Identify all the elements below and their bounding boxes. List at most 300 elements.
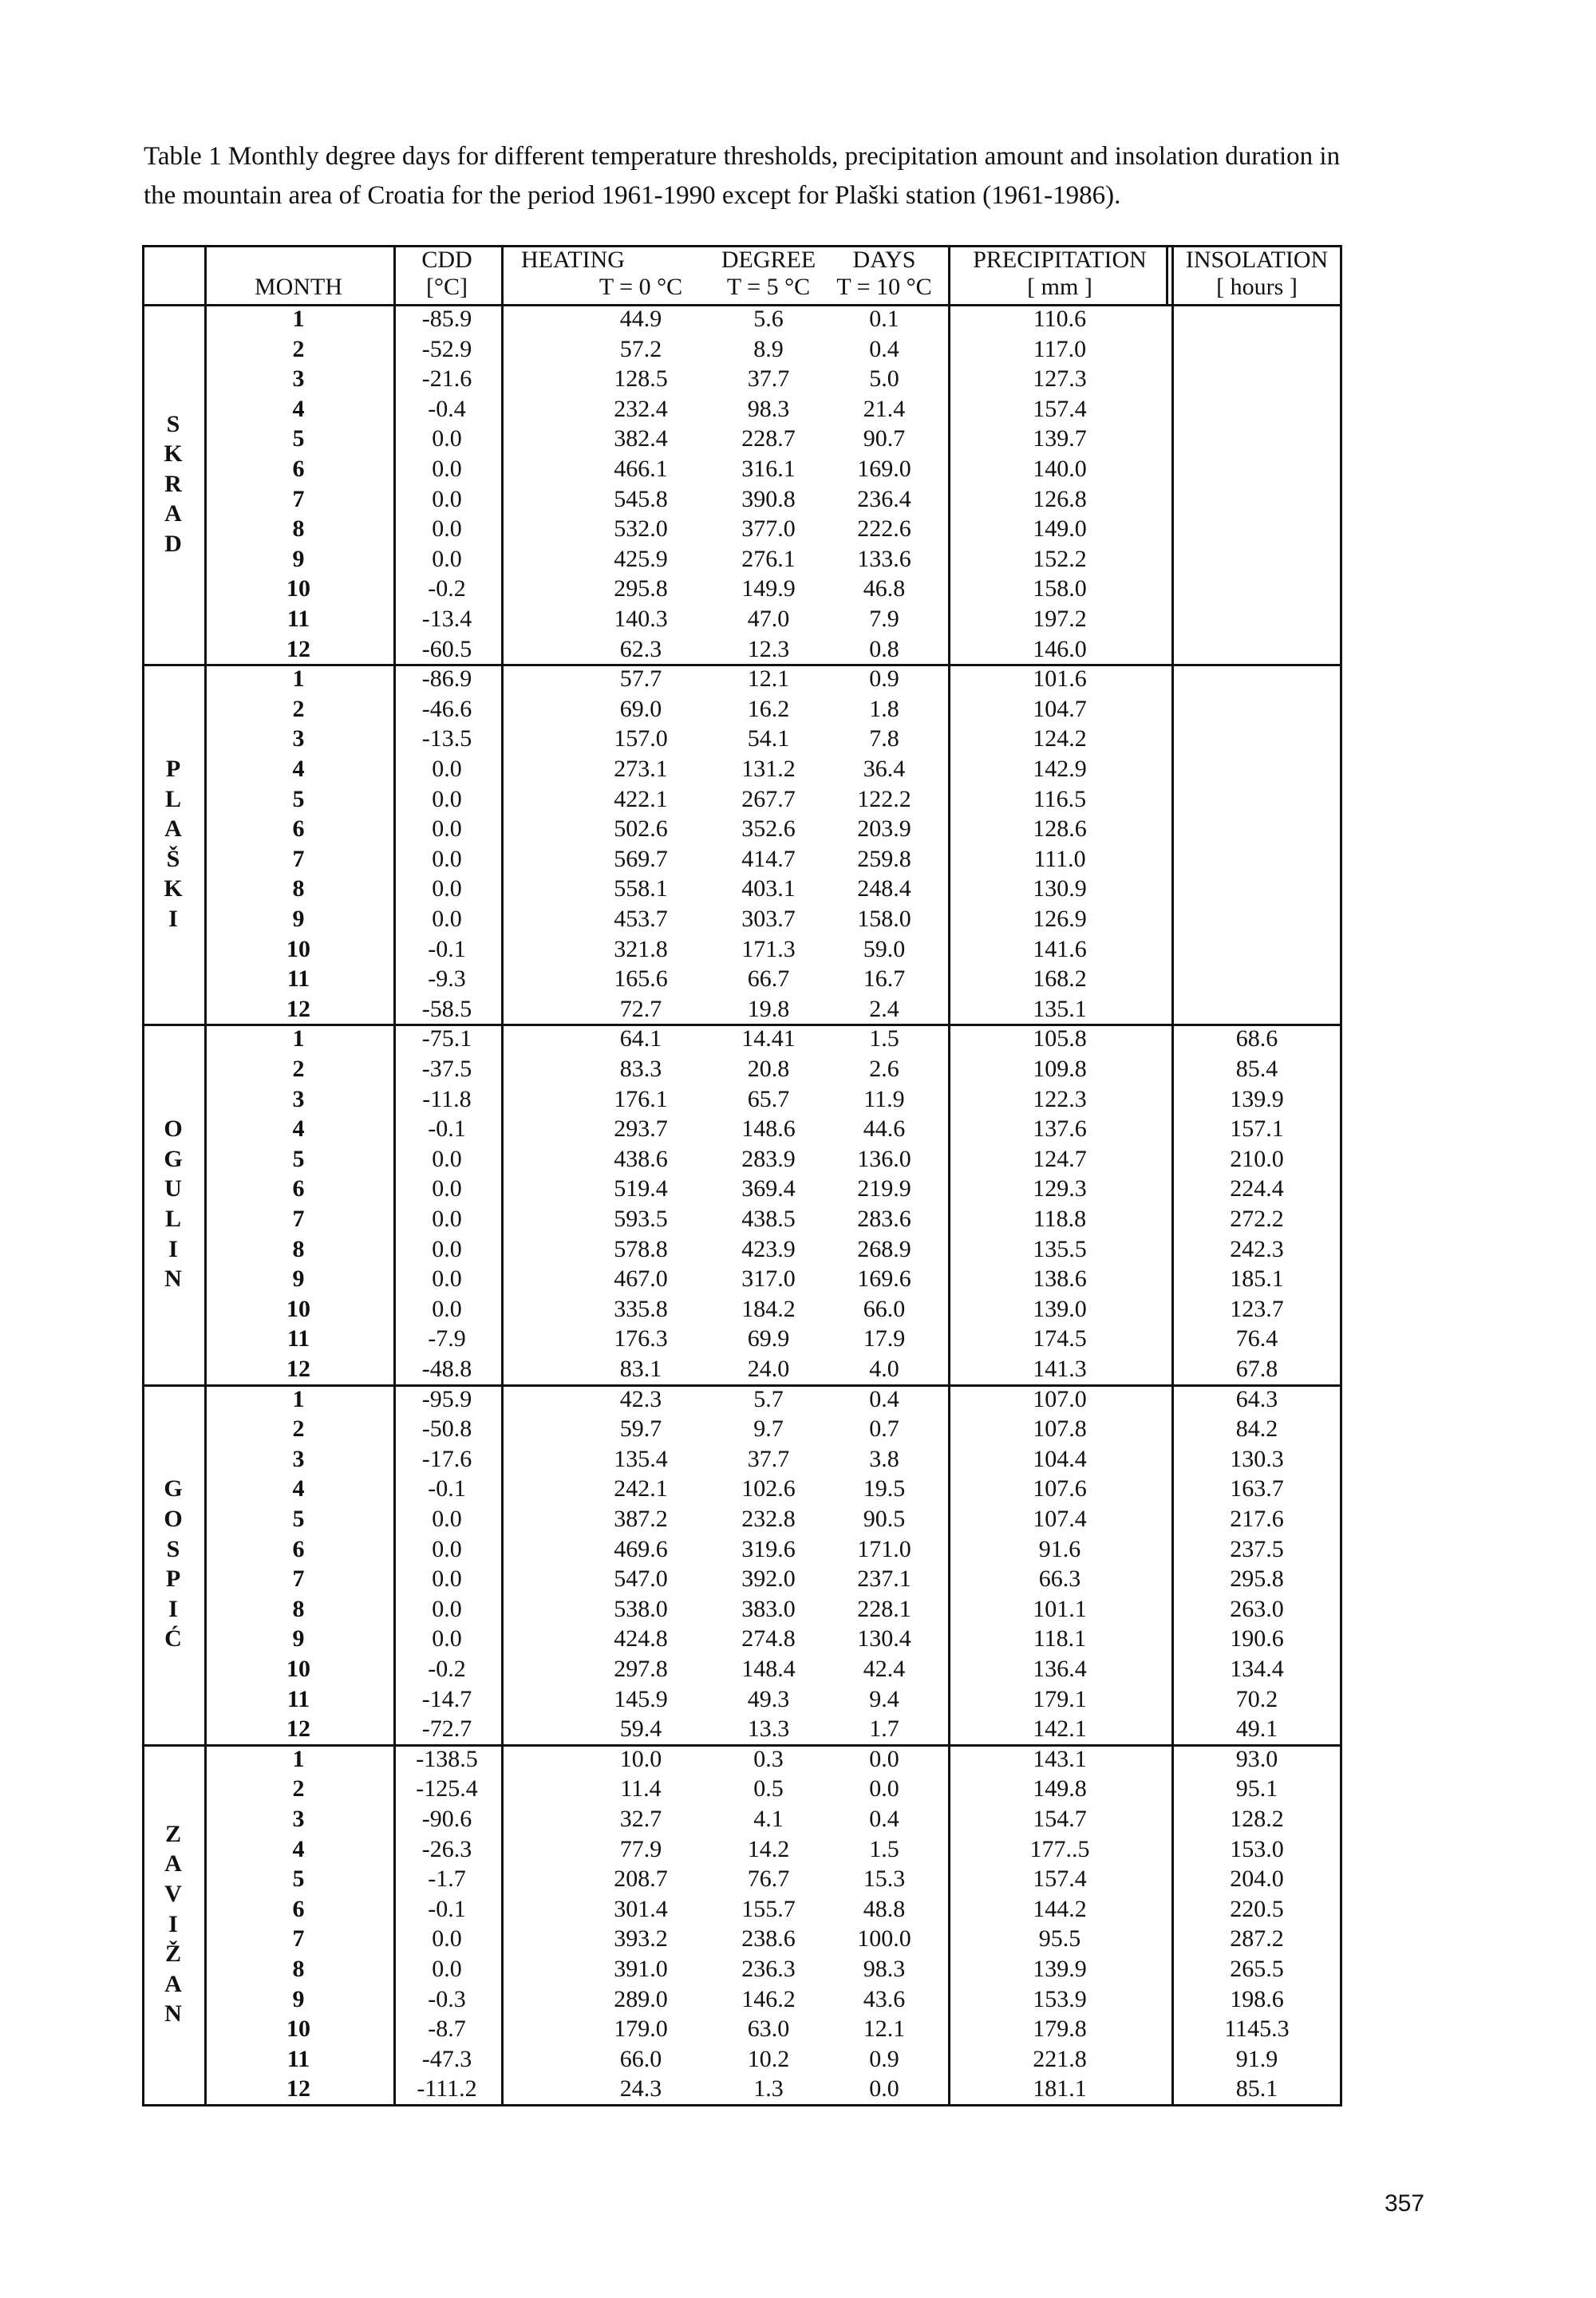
cell-cdd: -21.6: [421, 365, 472, 393]
cell-precip: 104.4: [1033, 1445, 1087, 1472]
cell-month: 4: [292, 756, 305, 782]
cell-t5: 65.7: [747, 1085, 790, 1112]
header-precipitation: PRECIPITATION: [973, 247, 1147, 273]
cell-cdd: -138.5: [416, 1745, 478, 1772]
cell-t0: 83.1: [619, 1356, 662, 1382]
cell-insol: 67.8: [1235, 1356, 1278, 1382]
cell-precip: 153.9: [1033, 1985, 1087, 2012]
cell-precip: 107.8: [1033, 1416, 1087, 1443]
station-letter: S: [166, 410, 180, 437]
cell-t10: 248.4: [857, 875, 911, 902]
cell-cdd: -37.5: [421, 1056, 472, 1082]
cell-t10: 0.0: [869, 2075, 899, 2103]
cell-t10: 42.4: [863, 1656, 906, 1682]
station-letter: A: [164, 1970, 182, 1997]
header-t5: T = 5 °C: [726, 274, 811, 300]
cell-cdd: -86.9: [421, 665, 472, 693]
cell-t10: 0.9: [869, 665, 899, 693]
cell-precip: 149.8: [1033, 1775, 1087, 1802]
cell-t5: 69.9: [747, 1325, 790, 1352]
cell-t0: 62.3: [619, 635, 662, 662]
cell-t10: 2.6: [869, 1056, 899, 1082]
cell-month: 12: [286, 2075, 310, 2103]
cell-t10: 0.0: [869, 1775, 899, 1802]
cell-t0: 135.4: [614, 1445, 668, 1472]
cell-t0: 176.1: [614, 1085, 668, 1112]
station-letter: I: [168, 906, 178, 932]
cell-t0: 382.4: [614, 425, 668, 452]
cell-cdd: -0.2: [428, 1656, 466, 1682]
cell-t10: 0.7: [869, 1416, 899, 1443]
cell-precip: 126.8: [1033, 485, 1087, 512]
cell-t10: 283.6: [857, 1206, 911, 1232]
cell-precip: 143.1: [1033, 1745, 1087, 1772]
cell-precip: 124.2: [1033, 725, 1087, 752]
header-degree: DEGREE: [721, 247, 816, 273]
cell-t10: 100.0: [857, 1925, 911, 1953]
header-cdd: CDD: [421, 247, 472, 273]
cell-t0: 469.6: [614, 1535, 668, 1562]
cell-t5: 24.0: [747, 1356, 790, 1382]
cell-t10: 48.8: [863, 1895, 906, 1922]
cell-t5: 5.6: [753, 306, 784, 332]
cell-month: 12: [286, 995, 310, 1022]
cell-t0: 77.9: [619, 1835, 662, 1862]
cell-t0: 335.8: [614, 1295, 668, 1322]
cell-precip: 158.0: [1033, 575, 1087, 602]
cell-t5: 274.8: [741, 1625, 796, 1652]
cell-month: 3: [292, 1806, 305, 1832]
station-letter: G: [164, 1145, 183, 1172]
cell-t0: 393.2: [614, 1925, 668, 1953]
cell-t5: 267.7: [741, 785, 796, 812]
cell-t5: 131.2: [741, 756, 796, 782]
cell-t10: 44.6: [863, 1115, 906, 1143]
cell-precip: 129.3: [1033, 1175, 1087, 1202]
header-insolation: INSOLATION: [1185, 247, 1329, 273]
cell-t5: 19.8: [747, 995, 790, 1022]
cell-t0: 467.0: [614, 1265, 668, 1293]
cell-t5: 317.0: [741, 1265, 796, 1293]
cell-precip: 177..5: [1029, 1835, 1090, 1862]
cell-cdd: 0.0: [432, 1506, 462, 1532]
cell-month: 9: [292, 1265, 305, 1293]
cell-t5: 13.3: [747, 1716, 790, 1743]
cell-insol: 68.6: [1235, 1025, 1278, 1052]
cell-precip: 110.6: [1033, 306, 1087, 332]
cell-month: 8: [292, 1956, 305, 1982]
cell-cdd: 0.0: [432, 1175, 462, 1202]
cell-t5: 303.7: [741, 906, 796, 932]
cell-precip: 142.9: [1033, 756, 1087, 782]
cell-precip: 107.0: [1033, 1385, 1087, 1412]
cell-precip: 66.3: [1038, 1566, 1081, 1593]
cell-t10: 0.4: [869, 335, 899, 362]
cell-t0: 273.1: [614, 756, 668, 782]
cell-t5: 171.3: [741, 935, 796, 962]
cell-t5: 155.7: [741, 1895, 796, 1922]
cell-t5: 10.2: [747, 2045, 790, 2072]
cell-insol: 185.1: [1230, 1265, 1284, 1293]
cell-month: 7: [292, 1925, 305, 1953]
cell-precip: 128.6: [1033, 815, 1087, 843]
cell-precip: 122.3: [1033, 1085, 1087, 1112]
cell-t0: 538.0: [614, 1595, 668, 1622]
cell-month: 10: [286, 1656, 310, 1682]
cell-t5: 0.5: [753, 1775, 784, 1802]
cell-t5: 228.7: [741, 425, 796, 452]
cell-month: 3: [292, 365, 305, 393]
cell-precip: 111.0: [1033, 845, 1086, 872]
cell-insol: 64.3: [1235, 1385, 1278, 1412]
cell-cdd: -95.9: [421, 1385, 472, 1412]
cell-precip: 154.7: [1033, 1806, 1087, 1832]
cell-t0: 569.7: [614, 845, 668, 872]
cell-t10: 43.6: [863, 1985, 906, 2012]
cell-t10: 236.4: [857, 485, 911, 512]
cell-insol: 128.2: [1230, 1806, 1284, 1832]
cell-t10: 203.9: [857, 815, 911, 843]
cell-t0: 165.6: [614, 965, 668, 993]
cell-cdd: 0.0: [432, 515, 462, 543]
cell-cdd: -72.7: [421, 1716, 472, 1743]
cell-t0: 57.7: [619, 665, 662, 693]
cell-month: 12: [286, 635, 310, 662]
cell-month: 2: [292, 1775, 305, 1802]
cell-cdd: -8.7: [428, 2016, 466, 2043]
station-letter: P: [165, 1566, 181, 1593]
station-rule: [142, 2104, 1342, 2106]
cell-cdd: -1.7: [428, 1866, 466, 1893]
cell-month: 7: [292, 1566, 305, 1593]
cell-month: 8: [292, 875, 305, 902]
cell-precip: 95.5: [1038, 1925, 1081, 1953]
cell-t10: 158.0: [857, 906, 911, 932]
cell-t0: 297.8: [614, 1656, 668, 1682]
cell-precip: 157.4: [1033, 1866, 1087, 1893]
cell-t5: 20.8: [747, 1056, 790, 1082]
cell-t0: 466.1: [614, 456, 668, 482]
cell-cdd: 0.0: [432, 906, 462, 932]
cell-month: 1: [292, 306, 305, 332]
cell-cdd: 0.0: [432, 1595, 462, 1622]
cell-month: 5: [292, 425, 305, 452]
cell-month: 1: [292, 1745, 305, 1772]
cell-cdd: -0.1: [428, 1475, 466, 1502]
cell-precip: 144.2: [1033, 1895, 1087, 1922]
cell-t5: 4.1: [753, 1806, 784, 1832]
cell-insol: 93.0: [1235, 1745, 1278, 1772]
cell-insol: 163.7: [1230, 1475, 1284, 1502]
cell-cdd: -0.1: [428, 935, 466, 962]
cell-t10: 5.0: [869, 365, 899, 393]
cell-insol: 70.2: [1235, 1685, 1278, 1712]
station-letter: I: [168, 1910, 178, 1937]
station-letter: Z: [164, 1820, 181, 1847]
cell-t10: 268.9: [857, 1235, 911, 1262]
cell-t5: 238.6: [741, 1925, 796, 1953]
header-t10: T = 10 °C: [836, 274, 932, 300]
station-letter: I: [168, 1235, 178, 1262]
cell-t5: 37.7: [747, 1445, 790, 1472]
cell-cdd: 0.0: [432, 815, 462, 843]
cell-t5: 9.7: [753, 1416, 784, 1443]
cell-t0: 578.8: [614, 1235, 668, 1262]
cell-precip: 117.0: [1033, 335, 1087, 362]
cell-insol: 153.0: [1230, 1835, 1284, 1862]
cell-t0: 83.3: [619, 1056, 662, 1082]
cell-month: 2: [292, 695, 305, 722]
cell-t0: 59.4: [619, 1716, 662, 1743]
cell-t5: 14.2: [747, 1835, 790, 1862]
cell-t5: 316.1: [741, 456, 796, 482]
cell-month: 9: [292, 1985, 305, 2012]
cell-cdd: 0.0: [432, 1566, 462, 1593]
cell-t10: 259.8: [857, 845, 911, 872]
cell-precip: 149.0: [1033, 515, 1087, 543]
cell-cdd: -48.8: [421, 1356, 472, 1382]
cell-t10: 7.9: [869, 606, 899, 632]
cell-t10: 90.5: [863, 1506, 906, 1532]
cell-cdd: -26.3: [421, 1835, 472, 1862]
cell-t10: 0.4: [869, 1385, 899, 1412]
cell-t0: 232.4: [614, 395, 668, 422]
cell-cdd: -0.2: [428, 575, 466, 602]
cell-month: 10: [286, 1295, 310, 1322]
cell-t10: 0.0: [869, 1745, 899, 1772]
cell-month: 5: [292, 785, 305, 812]
cell-cdd: 0.0: [432, 1265, 462, 1293]
header-heating: HEATING: [521, 247, 625, 273]
cell-insol: 49.1: [1235, 1716, 1278, 1743]
cell-t0: 64.1: [619, 1025, 662, 1052]
cell-cdd: 0.0: [432, 485, 462, 512]
cell-cdd: 0.0: [432, 785, 462, 812]
cell-month: 4: [292, 1835, 305, 1862]
cell-month: 4: [292, 1115, 305, 1143]
cell-insol: 263.0: [1230, 1595, 1284, 1622]
cell-cdd: -0.3: [428, 1985, 466, 2012]
cell-precip: 107.4: [1033, 1506, 1087, 1532]
cell-t5: 148.4: [741, 1656, 796, 1682]
cell-t0: 145.9: [614, 1685, 668, 1712]
cell-t10: 0.9: [869, 2045, 899, 2072]
station-letter: O: [164, 1115, 183, 1143]
cell-cdd: -17.6: [421, 1445, 472, 1472]
cell-t10: 98.3: [863, 1956, 906, 1982]
cell-cdd: -75.1: [421, 1025, 472, 1052]
table-caption: Table 1 Monthly degree days for different temperature thresholds, precipitation amount and insolation duration in the mountain area of Croatia for the period 1961-1990 except for Plaški station (1961-1986).: [144, 142, 1341, 210]
cell-cdd: -47.3: [421, 2045, 472, 2072]
cell-t0: 140.3: [614, 606, 668, 632]
station-letter: N: [164, 1265, 182, 1293]
cell-t0: 69.0: [619, 695, 662, 722]
cell-t5: 54.1: [747, 725, 790, 752]
cell-t0: 157.0: [614, 725, 668, 752]
cell-t10: 15.3: [863, 1866, 906, 1893]
cell-t10: 1.5: [869, 1835, 899, 1862]
cell-precip: 137.6: [1033, 1115, 1087, 1143]
cell-cdd: -50.8: [421, 1416, 472, 1443]
cell-cdd: -7.9: [428, 1325, 466, 1352]
cell-insol: 134.4: [1230, 1656, 1284, 1682]
cell-insol: 242.3: [1230, 1235, 1284, 1262]
cell-precip: 139.7: [1033, 425, 1087, 452]
station-letter: N: [164, 2000, 182, 2028]
cell-t5: 438.5: [741, 1206, 796, 1232]
cell-insol: 265.5: [1230, 1956, 1284, 1982]
cell-t5: 0.3: [753, 1745, 784, 1772]
cell-t5: 377.0: [741, 515, 796, 543]
cell-insol: 295.8: [1230, 1566, 1284, 1593]
cell-t5: 16.2: [747, 695, 790, 722]
cell-month: 5: [292, 1145, 305, 1172]
cell-t10: 0.8: [869, 635, 899, 662]
cell-insol: 84.2: [1235, 1416, 1278, 1443]
cell-t10: 16.7: [863, 965, 906, 993]
cell-t0: 558.1: [614, 875, 668, 902]
cell-t5: 12.1: [747, 665, 790, 693]
cell-month: 7: [292, 1206, 305, 1232]
cell-t5: 47.0: [747, 606, 790, 632]
cell-t5: 232.8: [741, 1506, 796, 1532]
station-letter: A: [164, 815, 182, 843]
station-letter: P: [165, 756, 181, 782]
cell-t0: 321.8: [614, 935, 668, 962]
cell-t0: 179.0: [614, 2016, 668, 2043]
cell-month: 10: [286, 935, 310, 962]
cell-t10: 21.4: [863, 395, 906, 422]
cell-insol: 130.3: [1230, 1445, 1284, 1472]
cell-t0: 295.8: [614, 575, 668, 602]
cell-precip: 136.4: [1033, 1656, 1087, 1682]
cell-cdd: -13.5: [421, 725, 472, 752]
station-letter: S: [166, 1535, 180, 1562]
cell-t10: 1.7: [869, 1716, 899, 1743]
cell-t0: 11.4: [620, 1775, 662, 1802]
cell-cdd: 0.0: [432, 1295, 462, 1322]
station-letter: G: [164, 1475, 183, 1502]
cell-t10: 7.8: [869, 725, 899, 752]
cell-t10: 1.8: [869, 695, 899, 722]
cell-t0: 57.2: [619, 335, 662, 362]
cell-cdd: -0.1: [428, 1895, 466, 1922]
cell-t0: 425.9: [614, 545, 668, 572]
cell-t5: 403.1: [741, 875, 796, 902]
cell-month: 3: [292, 725, 305, 752]
header-t0: T = 0 °C: [598, 274, 683, 300]
cell-precip: 141.3: [1033, 1356, 1087, 1382]
cell-precip: 179.8: [1033, 2016, 1087, 2043]
cell-insol: 210.0: [1230, 1145, 1284, 1172]
cell-month: 11: [286, 2045, 310, 2072]
cell-t10: 222.6: [857, 515, 911, 543]
cell-precip: 126.9: [1033, 906, 1087, 932]
header-precipitation-unit: [ mm ]: [1027, 274, 1092, 300]
cell-cdd: 0.0: [432, 1235, 462, 1262]
cell-cdd: 0.0: [432, 1925, 462, 1953]
cell-t5: 236.3: [741, 1956, 796, 1982]
cell-cdd: 0.0: [432, 425, 462, 452]
cell-t5: 148.6: [741, 1115, 796, 1143]
station-letter: K: [164, 440, 183, 468]
cell-month: 1: [292, 1385, 305, 1412]
cell-cdd: -14.7: [421, 1685, 472, 1712]
cell-t5: 8.9: [753, 335, 784, 362]
cell-precip: 135.5: [1033, 1235, 1087, 1262]
cell-t5: 98.3: [747, 395, 790, 422]
cell-cdd: 0.0: [432, 456, 462, 482]
cell-insol: 95.1: [1235, 1775, 1278, 1802]
cell-insol: 123.7: [1230, 1295, 1284, 1322]
cell-t10: 0.1: [869, 306, 899, 332]
cell-cdd: 0.0: [432, 545, 462, 572]
cell-insol: 204.0: [1230, 1866, 1284, 1893]
cell-t5: 319.6: [741, 1535, 796, 1562]
cell-precip: 105.8: [1033, 1025, 1087, 1052]
cell-cdd: -46.6: [421, 695, 472, 722]
cell-t0: 32.7: [619, 1806, 662, 1832]
cell-month: 11: [286, 606, 310, 632]
cell-cdd: -85.9: [421, 306, 472, 332]
cell-insol: 272.2: [1230, 1206, 1284, 1232]
cell-month: 7: [292, 845, 305, 872]
cell-precip: 118.1: [1033, 1625, 1087, 1652]
cell-precip: 181.1: [1033, 2075, 1087, 2103]
cell-precip: 124.7: [1033, 1145, 1087, 1172]
cell-month: 11: [286, 965, 310, 993]
cell-t10: 36.4: [863, 756, 906, 782]
cell-t0: 519.4: [614, 1175, 668, 1202]
cell-t5: 63.0: [747, 2016, 790, 2043]
column-rule: [1340, 245, 1342, 2106]
station-letter: Ž: [164, 1941, 181, 1968]
cell-month: 3: [292, 1085, 305, 1112]
cell-insol: 91.9: [1235, 2045, 1278, 2072]
column-rule: [1171, 245, 1174, 2106]
cell-t10: 130.4: [857, 1625, 911, 1652]
cell-t0: 593.5: [614, 1206, 668, 1232]
cell-precip: 101.6: [1033, 665, 1087, 693]
cell-precip: 141.6: [1033, 935, 1087, 962]
cell-t0: 10.0: [619, 1745, 662, 1772]
cell-t10: 136.0: [857, 1145, 911, 1172]
cell-precip: 168.2: [1033, 965, 1087, 993]
cell-t5: 283.9: [741, 1145, 796, 1172]
cell-t0: 387.2: [614, 1506, 668, 1532]
station-letter: I: [168, 1595, 178, 1622]
cell-t5: 1.3: [753, 2075, 784, 2103]
cell-precip: 179.1: [1033, 1685, 1087, 1712]
cell-t0: 176.3: [614, 1325, 668, 1352]
cell-t5: 14.41: [741, 1025, 796, 1052]
cell-precip: 139.0: [1033, 1295, 1087, 1322]
cell-t5: 184.2: [741, 1295, 796, 1322]
cell-month: 2: [292, 1056, 305, 1082]
cell-t0: 42.3: [619, 1385, 662, 1412]
cell-month: 8: [292, 1595, 305, 1622]
cell-precip: 152.2: [1033, 545, 1087, 572]
cell-cdd: 0.0: [432, 756, 462, 782]
cell-insol: 217.6: [1230, 1506, 1284, 1532]
cell-t5: 66.7: [747, 965, 790, 993]
cell-precip: 107.6: [1033, 1475, 1087, 1502]
cell-cdd: 0.0: [432, 1145, 462, 1172]
cell-insol: 139.9: [1230, 1085, 1284, 1112]
cell-cdd: 0.0: [432, 1625, 462, 1652]
cell-month: 6: [292, 815, 305, 843]
cell-t5: 12.3: [747, 635, 790, 662]
